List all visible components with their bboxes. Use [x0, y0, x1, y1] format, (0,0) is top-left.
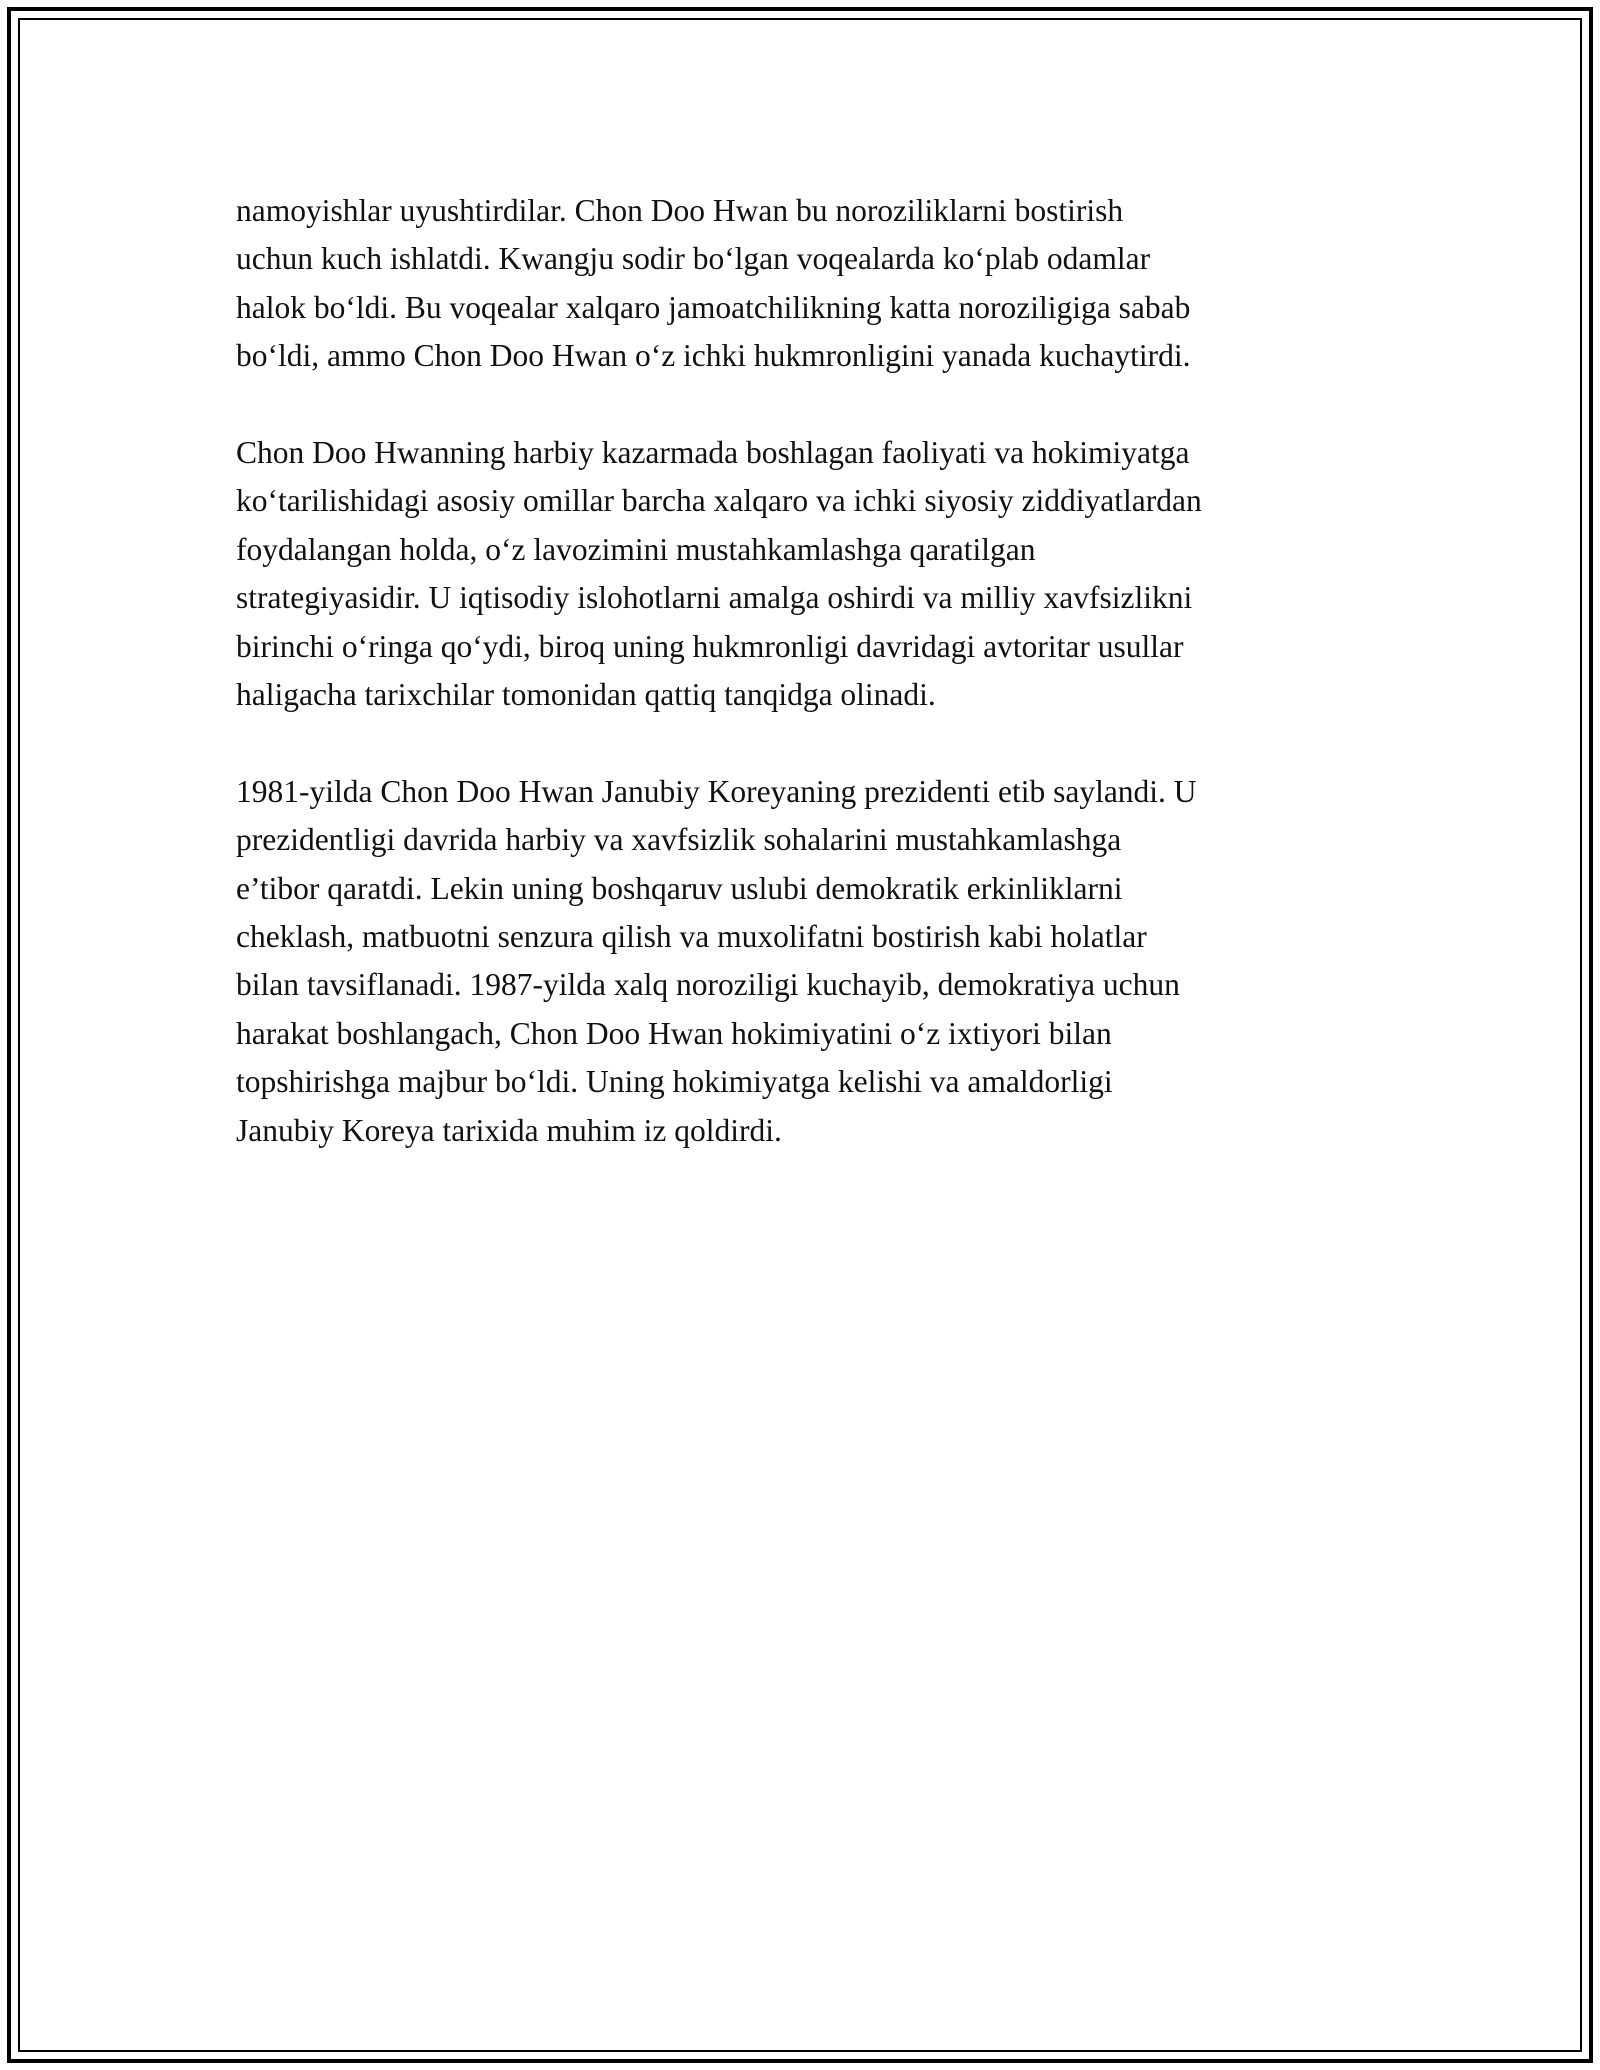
text-line: harakat boshlangach, Chon Doo Hwan hokimiyatini oʻz ixtiyori bilan: [236, 1015, 1112, 1051]
text-line: Janubiy Koreya tarixida muhim iz qoldirdi.: [236, 1112, 782, 1148]
text-line: prezidentligi davrida harbiy va xavfsizlik sohalarini mustahkamlashga: [236, 822, 1122, 858]
paragraph-3: [236, 768, 1416, 1155]
document-body: [236, 187, 1416, 1203]
text-line: 1981-yilda Chon Doo Hwan Janubiy Koreyaning prezidenti etib saylandi. U: [236, 773, 1197, 809]
text-line: namoyishlar uyushtirdilar. Chon Doo Hwan bu noroziliklarni bostirish: [236, 193, 1124, 228]
text-line: uchun kuch ishlatdi. Kwangju sodir boʻlgan voqealarda koʻplab odamlar: [236, 241, 1151, 277]
text-line: topshirishga majbur boʻldi. Uning hokimiyatga kelishi va amaldorligi: [236, 1064, 1113, 1100]
text-line: Chon Doo Hwanning harbiy kazarmada boshlagan faoliyati va hokimiyatga: [236, 435, 1190, 471]
text-line: foydalangan holda, oʻz lavozimini mustahkamlashga qaratilgan: [236, 531, 1036, 567]
text-line: birinchi oʻringa qoʻydi, biroq uning hukmronligi davridagi avtoritar usullar: [236, 628, 1184, 664]
text-line: boʻldi, ammo Chon Doo Hwan oʻz ichki hukmronligini yanada kuchaytirdi.: [236, 338, 1191, 374]
text-line: haligacha tarixchilar tomonidan qattiq tanqidga olinadi.: [236, 677, 936, 713]
text-line: koʻtarilishidagi asosiy omillar barcha xalqaro va ichki siyosiy ziddiyatlardan: [236, 483, 1202, 519]
paragraph-1: [236, 187, 1416, 381]
text-line: e’tibor qaratdi. Lekin uning boshqaruv uslubi demokratik erkinliklarni: [236, 870, 1123, 906]
text-line: strategiyasidir. U iqtisodiy islohotlarni amalga oshirdi va milliy xavfsizlikni: [236, 580, 1193, 616]
text-line: bilan tavsiflanadi. 1987-yilda xalq noroziligi kuchayib, demokratiya uchun: [236, 967, 1180, 1003]
text-line: cheklash, matbuotni senzura qilish va muxolifatni bostirish kabi holatlar: [236, 919, 1147, 955]
paragraph-2: [236, 429, 1416, 719]
text-line: halok boʻldi. Bu voqealar xalqaro jamoatchilikning katta noroziligiga sabab: [236, 289, 1191, 325]
